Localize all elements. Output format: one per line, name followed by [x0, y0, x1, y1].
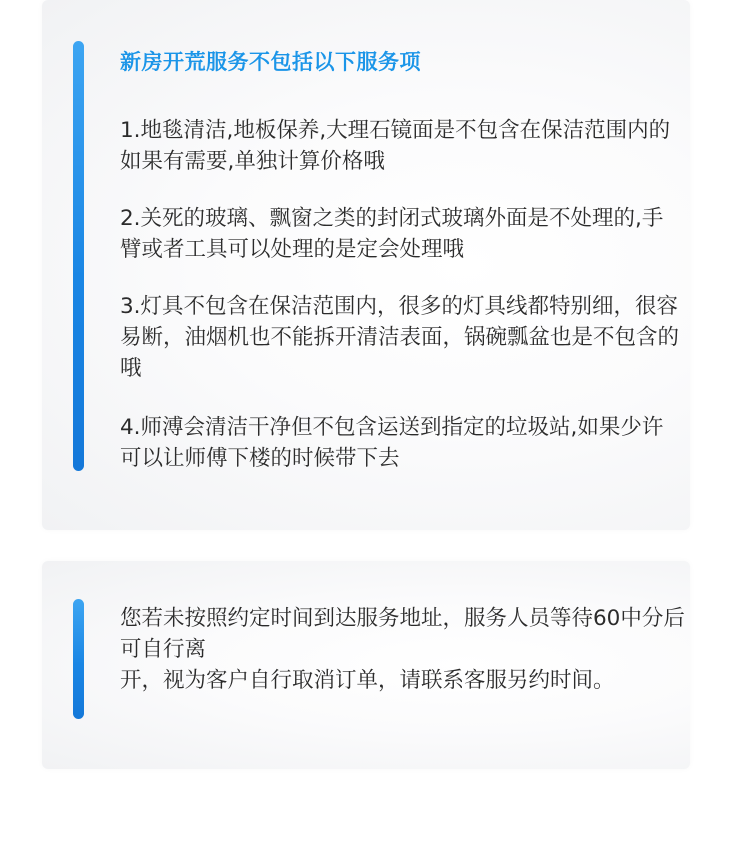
- exclusion-item: 2.关死的玻璃、飘窗之类的封闭式玻璃外面是不处理的,手臂或者工具可以处理的是定会处理哦: [120, 206, 664, 262]
- exclusion-item: 4.师溥会清洁干净但不包含运送到指定的垃圾站,如果少许可以让师傅下楼的时候带下去: [120, 415, 664, 471]
- exclusion-item: 3.灯具不包含在保洁范围内，很多的灯具线都特别细，很容易断，油烟机也不能拆开清洁表面，锅碗瓢盆也是不包含的哦: [120, 294, 680, 381]
- accent-bar: [73, 599, 84, 719]
- notice-line: 您若未按照约定时间到达服务地址，服务人员等待60中分后可自行离: [120, 606, 685, 662]
- accent-bar: [73, 41, 84, 471]
- late-arrival-notice-card: [42, 561, 690, 769]
- exclusions-title: 新房开荒服务不包括以下服务项: [120, 50, 421, 74]
- notice-line: 开，视为客户自行取消订单，请联系客服另约时间。: [120, 668, 615, 693]
- notice-text: [120, 603, 690, 696]
- service-exclusions-card: [42, 0, 690, 530]
- exclusion-item: 1.地毯清洁,地板保养,大理石镜面是不包含在保洁范围内的如果有需要,单独计算价格哦: [120, 118, 671, 174]
